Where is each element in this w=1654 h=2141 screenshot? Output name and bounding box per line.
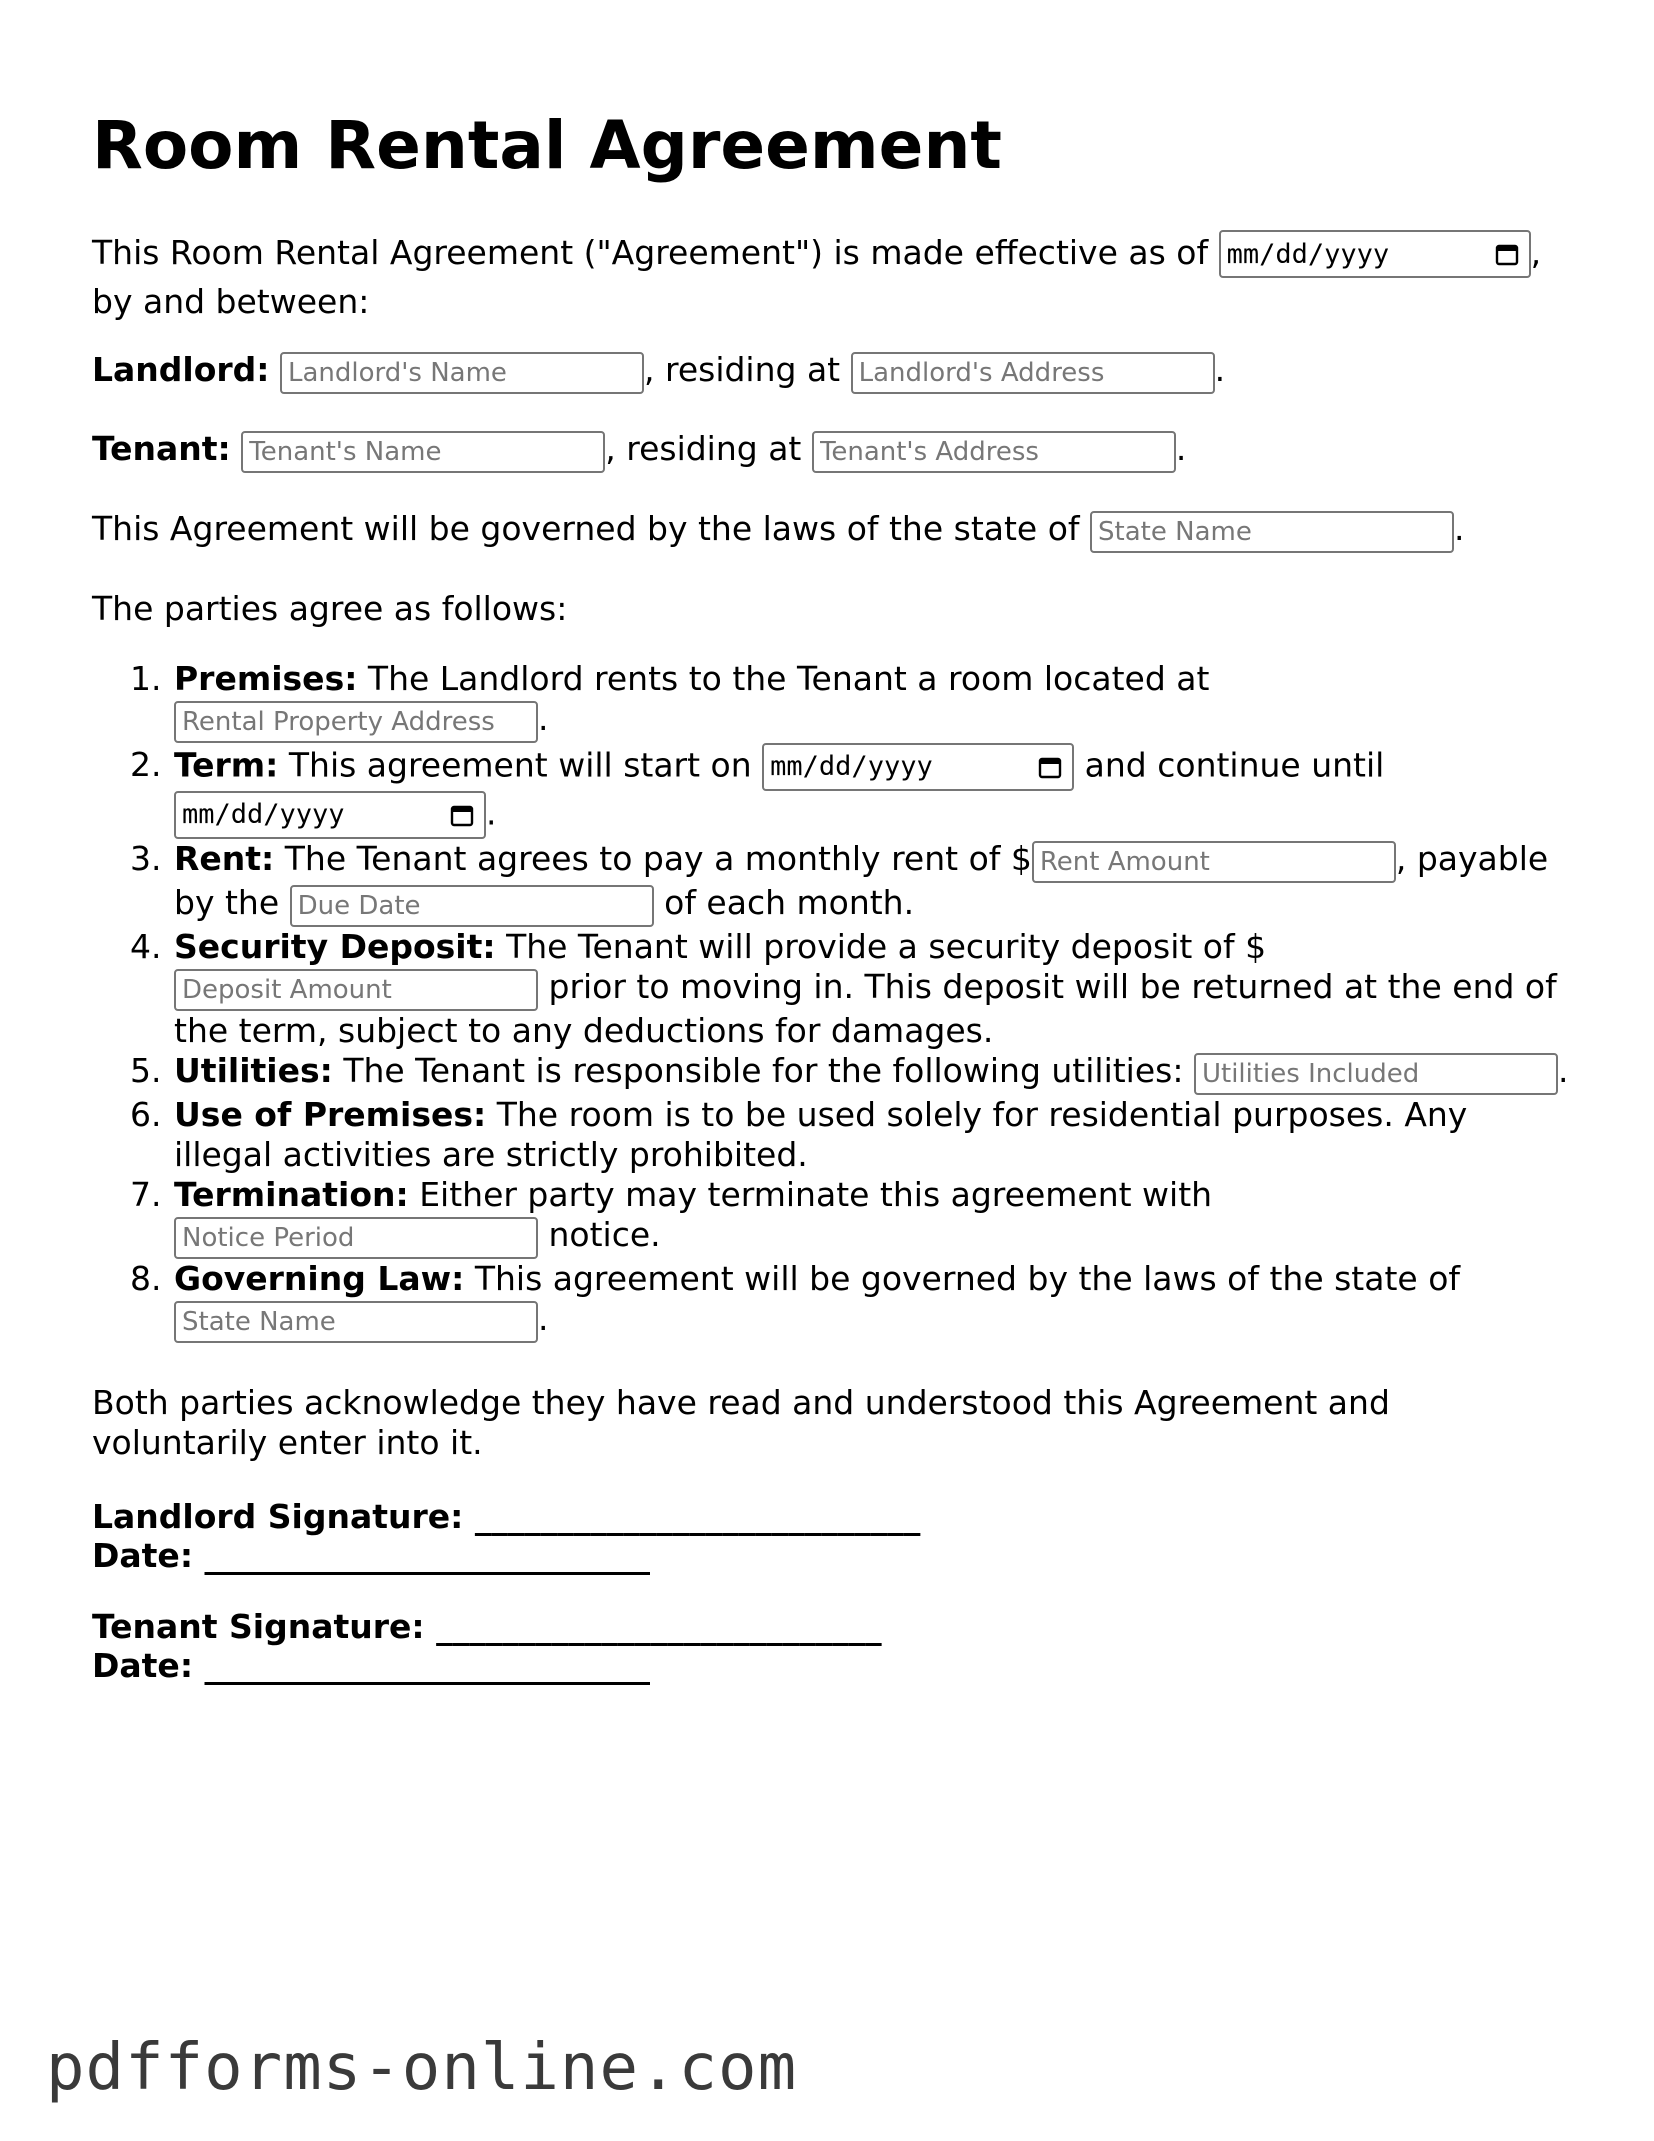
clause-use-of-premises [172,1095,1572,1175]
calendar-icon[interactable] [450,803,474,827]
landlord-name-input[interactable] [280,352,644,394]
clause-termination [172,1175,1572,1259]
clause-text: The Tenant agrees to pay a monthly rent of $ [284,838,1032,878]
tenant-date-line: Date: ___________________________ [92,1645,651,1685]
date-placeholder: mm/dd/yyyy [770,750,933,782]
clause-label: Termination: [174,1174,409,1214]
rental-property-address-input[interactable] [174,701,538,743]
clause-label: Term: [174,745,279,785]
clause-end: . [1557,1050,1569,1090]
clause-rent [172,839,1572,927]
clause-utilities [172,1051,1572,1095]
clause-text: , payable by the [174,838,1549,922]
clause-text: The Landlord rents to the Tenant a room located at [367,658,1210,698]
clause-text: of each month. [664,882,915,922]
intro-text-after: , by and between: [92,232,1542,322]
clause-label: Utilities: [174,1050,333,1090]
landlord-line [92,351,1572,394]
notice-period-input[interactable] [174,1217,538,1259]
calendar-icon[interactable] [1495,242,1519,266]
landlord-signature-line: Landlord Signature: ___________________________ [92,1496,921,1536]
landlord-date-line: Date: ___________________________ [92,1535,651,1575]
clause-text: The Tenant is responsible for the following utilities: [343,1050,1184,1090]
effective-date-placeholder: mm/dd/yyyy [1226,238,1390,270]
clause-list [92,659,1572,1343]
tenant-line [92,430,1572,473]
clause-end: . [538,698,549,738]
tenant-name-input[interactable] [241,431,605,473]
clause-text: notice. [548,1214,661,1254]
tenant-signature-line: Tenant Signature: ___________________________ [92,1606,882,1646]
governing-line [92,509,1572,553]
clause-text: The room is to be used solely for residential purposes. Any illegal activities are strictly prohibited. [174,1094,1468,1174]
utilities-input[interactable] [1194,1053,1558,1095]
clause-security-deposit [172,927,1572,1051]
tenant-signature-block [92,1607,1572,1685]
tenant-line-end: . [1175,429,1187,469]
clause-text: The Tenant will provide a security deposit of $ [506,926,1267,966]
clause-label: Use of Premises: [174,1094,487,1134]
clause-text: and continue until [1084,745,1385,785]
term-start-date-input[interactable] [762,743,1074,791]
tenant-address-input[interactable] [812,431,1176,473]
clause-label: Premises: [174,658,358,698]
calendar-icon[interactable] [1038,755,1062,779]
acknowledgement-text: Both parties acknowledge they have read and understood this Agreement and voluntarily enter into it. [92,1382,1390,1462]
landlord-label: Landlord: [92,350,270,390]
page-title: Room Rental Agreement [92,107,1002,184]
governing-text: This Agreement will be governed by the laws of the state of [92,509,1080,549]
governing-line-end: . [1454,509,1465,549]
landlord-residing-text: , residing at [644,350,841,390]
clause-governing-law [172,1259,1572,1343]
governing-state-input[interactable] [1090,511,1454,553]
due-date-input[interactable] [290,885,654,927]
date-placeholder: mm/dd/yyyy [182,798,345,830]
clause-premises [172,659,1572,743]
clause-end: . [486,793,497,833]
parties-agree-text: The parties agree as follows: [92,589,568,629]
rent-amount-input[interactable] [1032,841,1396,883]
clause-term [172,743,1572,839]
clause-text: This agreement will start on [288,745,752,785]
term-end-date-input[interactable] [174,791,486,839]
clause-label: Security Deposit: [174,926,496,966]
tenant-label: Tenant: [92,429,231,469]
intro-paragraph [92,229,1572,326]
clause-text: This agreement will be governed by the laws of the state of [474,1258,1461,1298]
watermark: pdfforms-online.com [46,2031,798,2105]
clause-label: Governing Law: [174,1258,465,1298]
deposit-amount-input[interactable] [174,969,538,1011]
agreement-page [92,107,1572,1717]
tenant-residing-text: , residing at [605,429,802,469]
landlord-line-end: . [1214,350,1226,390]
clause-text: Either party may terminate this agreement with [419,1174,1213,1214]
clause-end: . [538,1298,549,1338]
law-state-input[interactable] [174,1301,538,1343]
clause-text: prior to moving in. This deposit will be returned at the end of the term, subject to any deductions for damages. [174,966,1557,1050]
clause-label: Rent: [174,838,275,878]
intro-text: This Room Rental Agreement ("Agreement") is made effective as of [92,232,1209,272]
landlord-signature-block [92,1497,1572,1575]
effective-date-input[interactable] [1219,230,1531,278]
landlord-address-input[interactable] [851,352,1215,394]
